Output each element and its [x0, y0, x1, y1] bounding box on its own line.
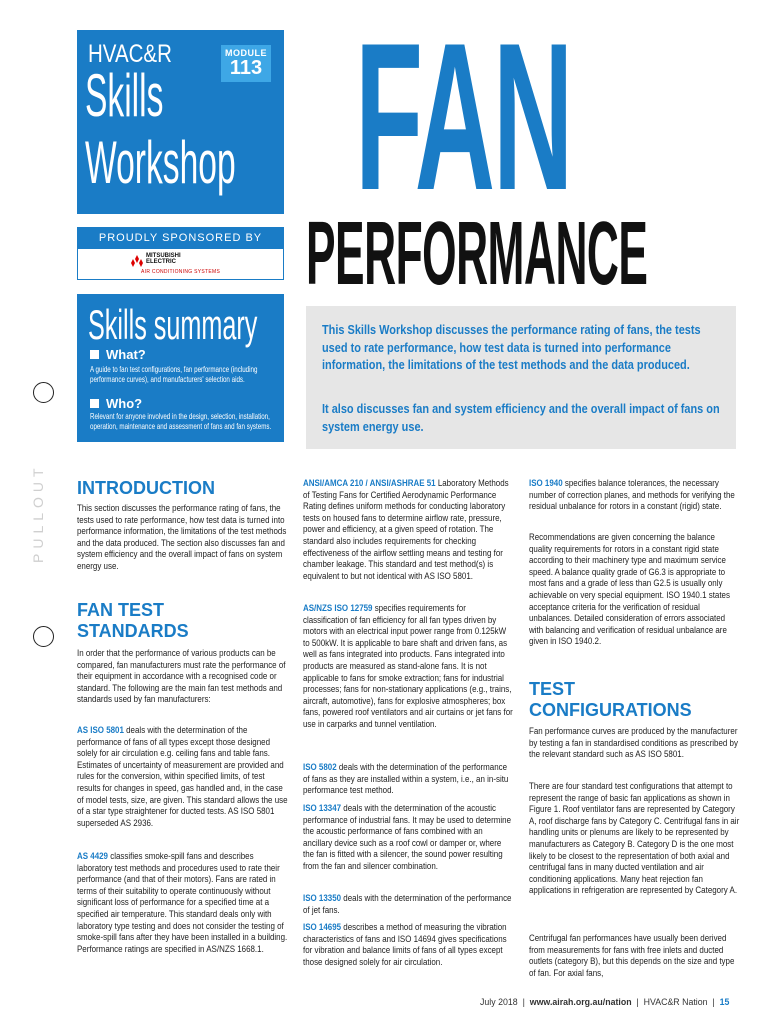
standard-desc: specifies requirements for classification of fan efficiency for all fan types driven by motors with an electrical input power range from 0.125kW to 500kW. It is applicable to bare shaft and driven fans, as well as fans integrated into products. Fans integrated into products are measured as stand-alone fans. It is not applicable to fans for smoke extraction; fans for industrial processes; fans for non-stationary applications (e.g., trains, aircraft, automotive), fans for explosive atmospheres; box fans, powered roof ventilators and air curtains or jet fans for use in carparks and tunnel ventilation.	[303, 603, 513, 730]
what-heading-text: What?	[106, 347, 146, 362]
standard-ref: ANSI/AMCA 210 / ANSI/ASHRAE 51	[303, 478, 436, 489]
sponsor-bar: PROUDLY SPONSORED BY	[77, 227, 284, 249]
footer-separator: |	[522, 997, 525, 1007]
module-number: 113	[229, 57, 263, 79]
as-iso-5801-paragraph	[77, 725, 288, 829]
standard-desc: deals with the determination of the performance of jet fans.	[303, 893, 512, 916]
standard-ref: ISO 13347	[303, 803, 342, 814]
standard-desc: classifies smoke-spill fans and describes laboratory test methods and procedures used to rate their performance (and that of their motors). Fans are rated in terms of their suitability to operate continuously without significant loss of performance for a specified time at a specified air temperature. This standard deals only with laboratory type testing and does not consider the testing of smoke-spill fans after they have been installed in a building. Performance ratings are specified in AS/NZS 1668.1.	[77, 851, 288, 955]
test-paragraph-2: There are four standard test configurations that attempt to represent the range of basic fan applications as shown in Figure 1. Roof ventilator fans are represented by Category A, roof discharge fans by Category C. Centrifugal fans in air handling units or plenums are likely to be represented by manufacturers as Category B. Category D is the one most likely to be closest to the representation of both axial and centrifugal fans in many ducted ventilation and air conditioning applications. Many heat rejection fan applications in refrigeration are represented by Category A.	[529, 781, 740, 897]
footer-separator: |	[712, 997, 715, 1007]
as-4429-paragraph	[77, 851, 288, 955]
iso-13350-paragraph	[303, 893, 513, 916]
standard-desc: deals with the determination of the performance of fans of all types except those designed solely for air circulation e.g. ceiling fans and table fans. Estimates of uncertainty of measurement are provided and rules for the conversion, within specified limits, of test results for changes in speed, gas handled and, in the case of model tests, size, are given. This standard allows the use of a star type straightener for ducted tests. AS ISO 5801 superseded AS 2936.	[77, 725, 288, 829]
introduction-text: This section discusses the performance rating of fans, the tests used to rate performance, how test data is turned into performance information, the limitations of the test methods and the data produced. The section also discusses fan and system efficiency and the overall impact of fans on system energy use.	[77, 503, 287, 572]
skills-summary-title: Skills summary	[88, 301, 258, 348]
standard-ref: AS 4429	[77, 851, 108, 862]
logo-subtitle: AIR CONDITIONING SYSTEMS	[141, 269, 221, 275]
who-text: Relevant for anyone involved in the design, selection, installation, operation, maintenance and assessment of fans and fan systems.	[90, 412, 272, 431]
what-text: A guide to fan test configurations, fan performance (including performance curves), and manufacturers' selection aids.	[90, 365, 258, 384]
page-number: 15	[719, 997, 730, 1007]
punch-hole	[33, 626, 54, 647]
standard-desc: specifies balance tolerances, the necessary number of correction planes, and methods for verifying the residual unbalance for rotors in a constant (rigid) state.	[529, 478, 735, 513]
standard-desc: deals with the determination of the performance of fans as they are installed within a system, i.e., an in-situ performance test method.	[303, 762, 509, 797]
title-performance: PERFORMANCE	[306, 204, 648, 304]
standard-ref: ISO 14695	[303, 922, 342, 933]
logo-line1: MITSUBISHI	[146, 253, 181, 259]
who-heading	[90, 396, 142, 411]
page-footer	[480, 997, 729, 1007]
standard-ref: AS/NZS ISO 12759	[303, 603, 373, 614]
skills-word: Skills	[85, 62, 164, 129]
standard-ref: ISO 1940	[529, 478, 563, 489]
standard-ref: ISO 5802	[303, 762, 337, 773]
square-bullet-icon	[90, 350, 99, 359]
workshop-word: Workshop	[85, 129, 236, 196]
balance-recommendations-text: Recommendations are given concerning the balance quality requirements for rotors in a constant rigid state according to their machinery type and maximum service speed. A balance quality grade of G6.3 is appropriate to most fans and a grade of less than G2.5 is usually only achievable on very special equipment. ISO 1940.1 states acceptance criteria for the verification of residual unbalances. Detailed consideration of errors associated with balancing and verification of residual unbalance are given in ISO 1940.2.	[529, 532, 730, 648]
footer-separator: |	[636, 997, 639, 1007]
footer-url[interactable]: www.airah.org.au/nation	[529, 997, 632, 1007]
standards-text: In order that the performance of various products can be compared, fan manufacturers must rate the performance of their equipment in accordance with a recognised code or standard. The following are the main fan test methods and standards used by fan manufacturers:	[77, 648, 286, 706]
iso-1940-paragraph	[529, 478, 740, 513]
test-paragraph-1: Fan performance curves are produced by the manufacturer by testing a fan in standardised conditions as prescribed by the relevant standard such as AS ISO 5801.	[529, 726, 738, 761]
title-fan: FAN	[355, 0, 572, 234]
test-paragraph-3: Centrifugal fan performances have usually been derived from measurements for fans with free inlets and ducted outlets (category B), but this depends on the size and type of fan. For axial fans,	[529, 933, 735, 979]
logo-line2: ELECTRIC	[146, 259, 176, 265]
hvacr-label: HVAC&R	[88, 40, 172, 68]
ansi-amca-210-paragraph	[303, 478, 513, 582]
test-configurations-heading: TEST CONFIGURATIONS	[529, 679, 692, 720]
footer-magazine: HVAC&R Nation	[643, 997, 708, 1007]
what-heading	[90, 347, 146, 362]
fan-test-standards-heading: FAN TEST STANDARDS	[77, 600, 189, 641]
intro-paragraph-2: It also discusses fan and system efficiency and the overall impact of fans on system energy use.	[322, 401, 720, 434]
as-nzs-iso-12759-paragraph	[303, 603, 513, 731]
iso-13347-paragraph	[303, 803, 513, 873]
module-badge	[221, 45, 271, 82]
punch-hole	[33, 382, 54, 403]
footer-date: July 2018	[480, 997, 518, 1007]
sponsor-logo-text	[146, 253, 181, 265]
iso-5802-paragraph	[303, 762, 513, 797]
introduction-heading: INTRODUCTION	[77, 478, 215, 498]
standard-desc: deals with the determination of the acoustic performance of industrial fans. It may be used to determine the acoustic performance of fans combined with an ancillary device such as a roof cowl or damper or, where the fan is fitted with a silencer, the sound power resulting from the fan and silencer combination.	[303, 803, 512, 872]
standard-ref: AS ISO 5801	[77, 725, 124, 736]
standard-desc: Laboratory Methods of Testing Fans for Certified Aerodynamic Performance Rating defines uniform methods for conducting laboratory tests on housed fans to determine airflow rate, pressure, power and efficiency, at a given speed of rotation. The standard also includes requirements for checking effectiveness of the airflow settling means and testing for chamber leakage. This standard and test method(s) is equivalent to but not identical with AS ISO 5801.	[303, 478, 509, 582]
intro-paragraph-1: This Skills Workshop discusses the performance rating of fans, the tests used to rate performance, how test data is turned into performance information, the limitations of the test methods and the data produced.	[322, 322, 701, 372]
iso-14695-paragraph	[303, 922, 513, 968]
pullout-label: PULLOUT	[30, 463, 46, 563]
square-bullet-icon	[90, 399, 99, 408]
module-label: MODULE	[225, 48, 267, 58]
standard-ref: ISO 13350	[303, 893, 342, 904]
who-heading-text: Who?	[106, 396, 143, 411]
standard-desc: describes a method of measuring the vibration characteristics of fans and ISO 14694 gives specifications for vibration and balance limits of fans of all types except those designed solely for air circulation.	[303, 922, 507, 968]
